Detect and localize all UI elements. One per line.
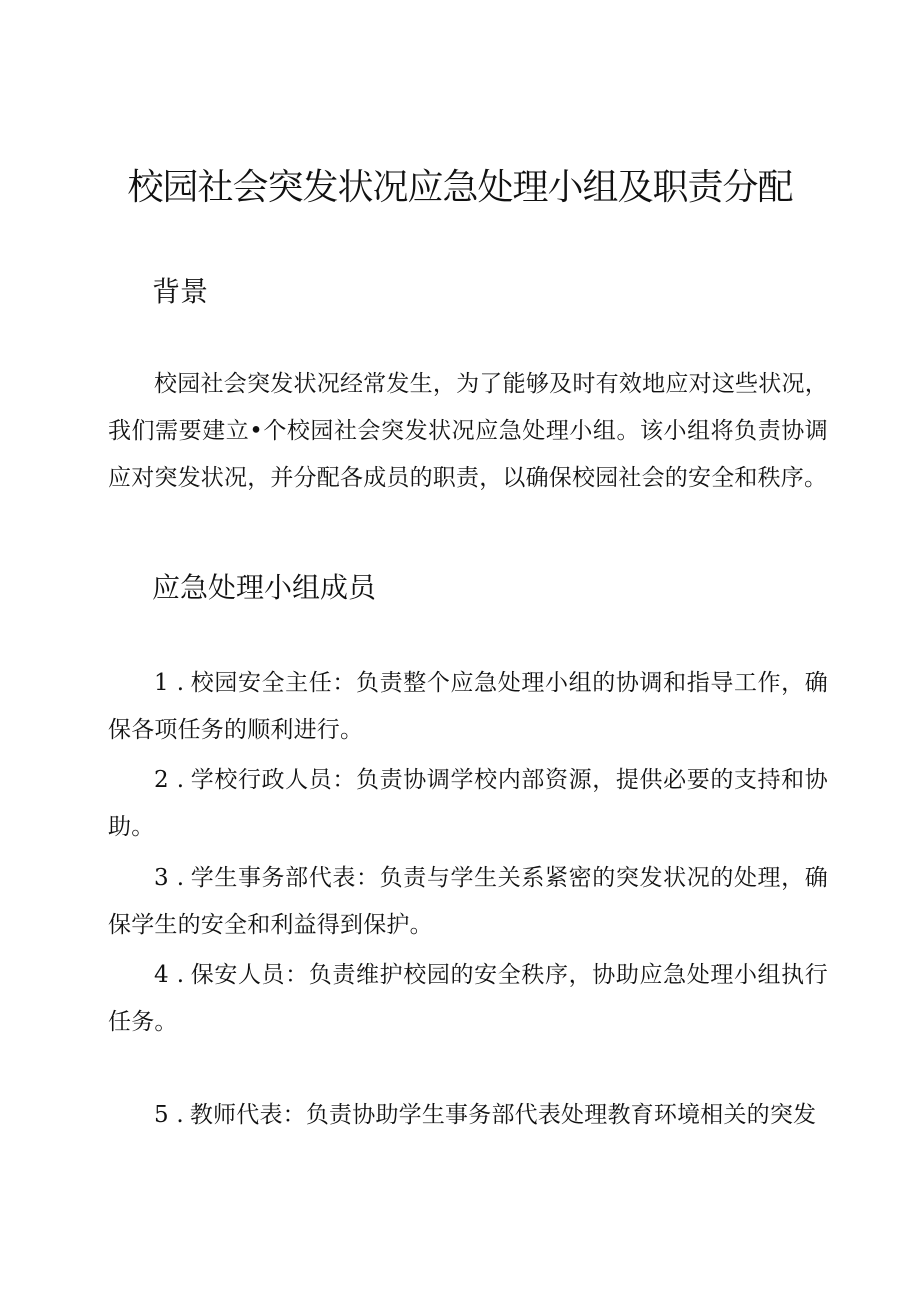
list-item-number: 2 . bbox=[154, 767, 185, 793]
list-item-number: 3 . bbox=[154, 865, 185, 891]
section-heading-members: 应急处理小组成员 bbox=[152, 571, 377, 604]
list-item-text: 校园安全主任：负责整个应急处理小组的协调和指导工作，确保各项任务的顺利进行。 bbox=[108, 670, 828, 743]
list-item-text: 学生事务部代表：负责与学生关系紧密的突发状况的处理，确保学生的安全和利益得到保护。 bbox=[108, 865, 828, 938]
list-item-number: 4 . bbox=[154, 962, 185, 988]
background-paragraph: 校园社会突发状况经常发生，为了能够及时有效地应对这些状况，我们需要建立•个校园社会突发状况应急处理小组。该小组将负责协调应对突发状况，并分配各成员的职责，以确保校园社会的安全和秩序。 bbox=[108, 371, 828, 491]
section-heading-background: 背景 bbox=[152, 275, 209, 308]
list-item bbox=[108, 855, 828, 949]
list-item-number: 5 . bbox=[154, 1102, 184, 1128]
list-item bbox=[108, 952, 828, 1046]
list-item-text: 保安人员：负责维护校园的安全秩序，协助应急处理小组执行任务。 bbox=[108, 962, 828, 1035]
list-item bbox=[108, 1092, 828, 1139]
document-title: 校园社会突发状况应急处理小组及职责分配 bbox=[127, 167, 793, 208]
list-item-text: 教师代表：负责协助学生事务部代表处理教育环境相关的突发 bbox=[189, 1102, 817, 1128]
list-item bbox=[108, 757, 828, 851]
list-item-number: 1 . bbox=[154, 670, 185, 696]
list-item-text: 学校行政人员：负责协调学校内部资源，提供必要的支持和协助。 bbox=[108, 767, 828, 840]
list-item bbox=[108, 660, 828, 754]
